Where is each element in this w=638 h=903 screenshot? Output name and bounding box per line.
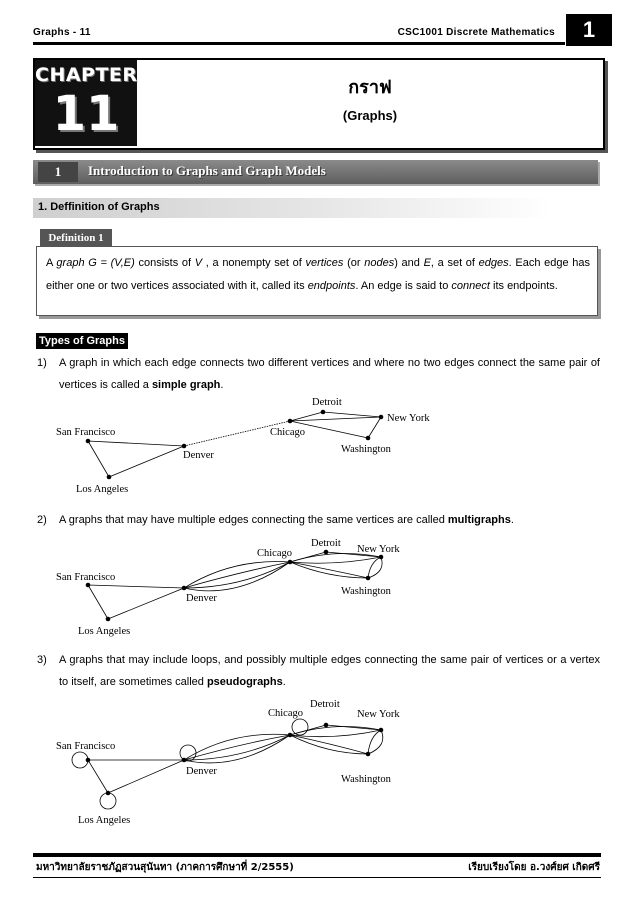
label-san-francisco: San Francisco [56, 741, 116, 752]
chapter-word: CHAPTER [35, 64, 138, 86]
label-washington: Washington [341, 444, 391, 455]
chapter-number: 11 [52, 86, 120, 142]
chapter-title-thai: กราฟ [348, 77, 392, 98]
footer-rule-thin [33, 877, 601, 878]
edge [368, 730, 383, 754]
edge [326, 725, 381, 730]
item-text: A graphs that may include loops, and possibly multiple edges connecting the same pair of vertices or a vertex to itself, are sometimes called [59, 654, 600, 688]
label-new-york: New York [357, 544, 400, 555]
edge [184, 735, 290, 760]
loop [100, 793, 116, 809]
label-chicago: Chicago [257, 548, 292, 559]
label-detroit: Detroit [310, 699, 340, 710]
label-denver: Denver [186, 593, 217, 604]
vertex-new-york [379, 728, 384, 733]
label-detroit: Detroit [312, 397, 342, 408]
edge [184, 735, 290, 763]
edge [88, 760, 108, 793]
section-number: 1 [38, 162, 78, 182]
vertex-san-francisco [86, 758, 91, 763]
label-los-angeles: Los Angeles [78, 626, 131, 637]
loop [72, 752, 88, 768]
label-los-angeles: Los Angeles [76, 484, 129, 495]
label-denver: Denver [183, 450, 214, 461]
subsection-title: 1. Deffinition of Graphs [38, 201, 160, 213]
label-san-francisco: San Francisco [56, 427, 116, 438]
item-number: 2) [37, 514, 47, 526]
item-text: A graph in which each edge connects two different vertices and where no two edges connect the same pair of vertices is called a [59, 357, 600, 391]
vertex-chicago [288, 733, 293, 738]
label-washington: Washington [341, 774, 391, 785]
page-number: 1 [566, 14, 612, 46]
header-left: Graphs - 11 [33, 27, 91, 38]
label-chicago: Chicago [270, 427, 305, 438]
vertex-washington [366, 752, 371, 757]
item-end: . [220, 379, 224, 391]
vertex-denver [182, 758, 187, 763]
item-number: 1) [37, 357, 47, 369]
label-san-francisco: San Francisco [56, 572, 116, 583]
edge [108, 760, 184, 793]
label-chicago: Chicago [268, 708, 303, 719]
label-new-york: New York [357, 709, 400, 720]
item-term: simple graph [151, 379, 221, 391]
item-end: . [282, 676, 286, 688]
item-number: 3) [37, 654, 47, 666]
edge [290, 735, 368, 754]
item-end: . [510, 514, 514, 526]
item-term: pseudographs [206, 676, 283, 688]
label-new-york: New York [387, 413, 430, 424]
label-denver: Denver [186, 766, 217, 777]
definition-tag: Definition 1 [40, 229, 112, 247]
edge [184, 735, 290, 760]
header-right: CSC1001 Discrete Mathematics [397, 27, 555, 38]
label-los-angeles: Los Angeles [78, 815, 131, 826]
label-washington: Washington [341, 586, 391, 597]
types-tag: Types of Graphs [36, 333, 128, 349]
item-text: A graphs that may have multiple edges connecting the same vertices are called [59, 514, 448, 526]
footer-left: มหาวิทยาลัยราชภัฏสวนสุนันทา (ภาคการศึกษาที่ 2/2555) [36, 862, 294, 873]
vertex-los-angeles [106, 791, 111, 796]
footer-right: เรียบเรียงโดย อ.วงศ์ยศ เกิดศรี [468, 862, 600, 873]
footer-rule [33, 853, 601, 857]
definition-text: A graph G = (V,E) consists of V , a nonempty set of vertices (or nodes) and E, a set of edges. Each edge has either one or two vertices associated with it, called its endpoints. An edge is said to connect its endpoints. [46, 257, 591, 292]
vertex-detroit [324, 723, 329, 728]
chapter-title-english: (Graphs) [342, 108, 398, 123]
item-term: multigraphs [447, 514, 511, 526]
section-title: Introduction to Graphs and Graph Models [88, 163, 326, 178]
label-detroit: Detroit [311, 538, 341, 549]
